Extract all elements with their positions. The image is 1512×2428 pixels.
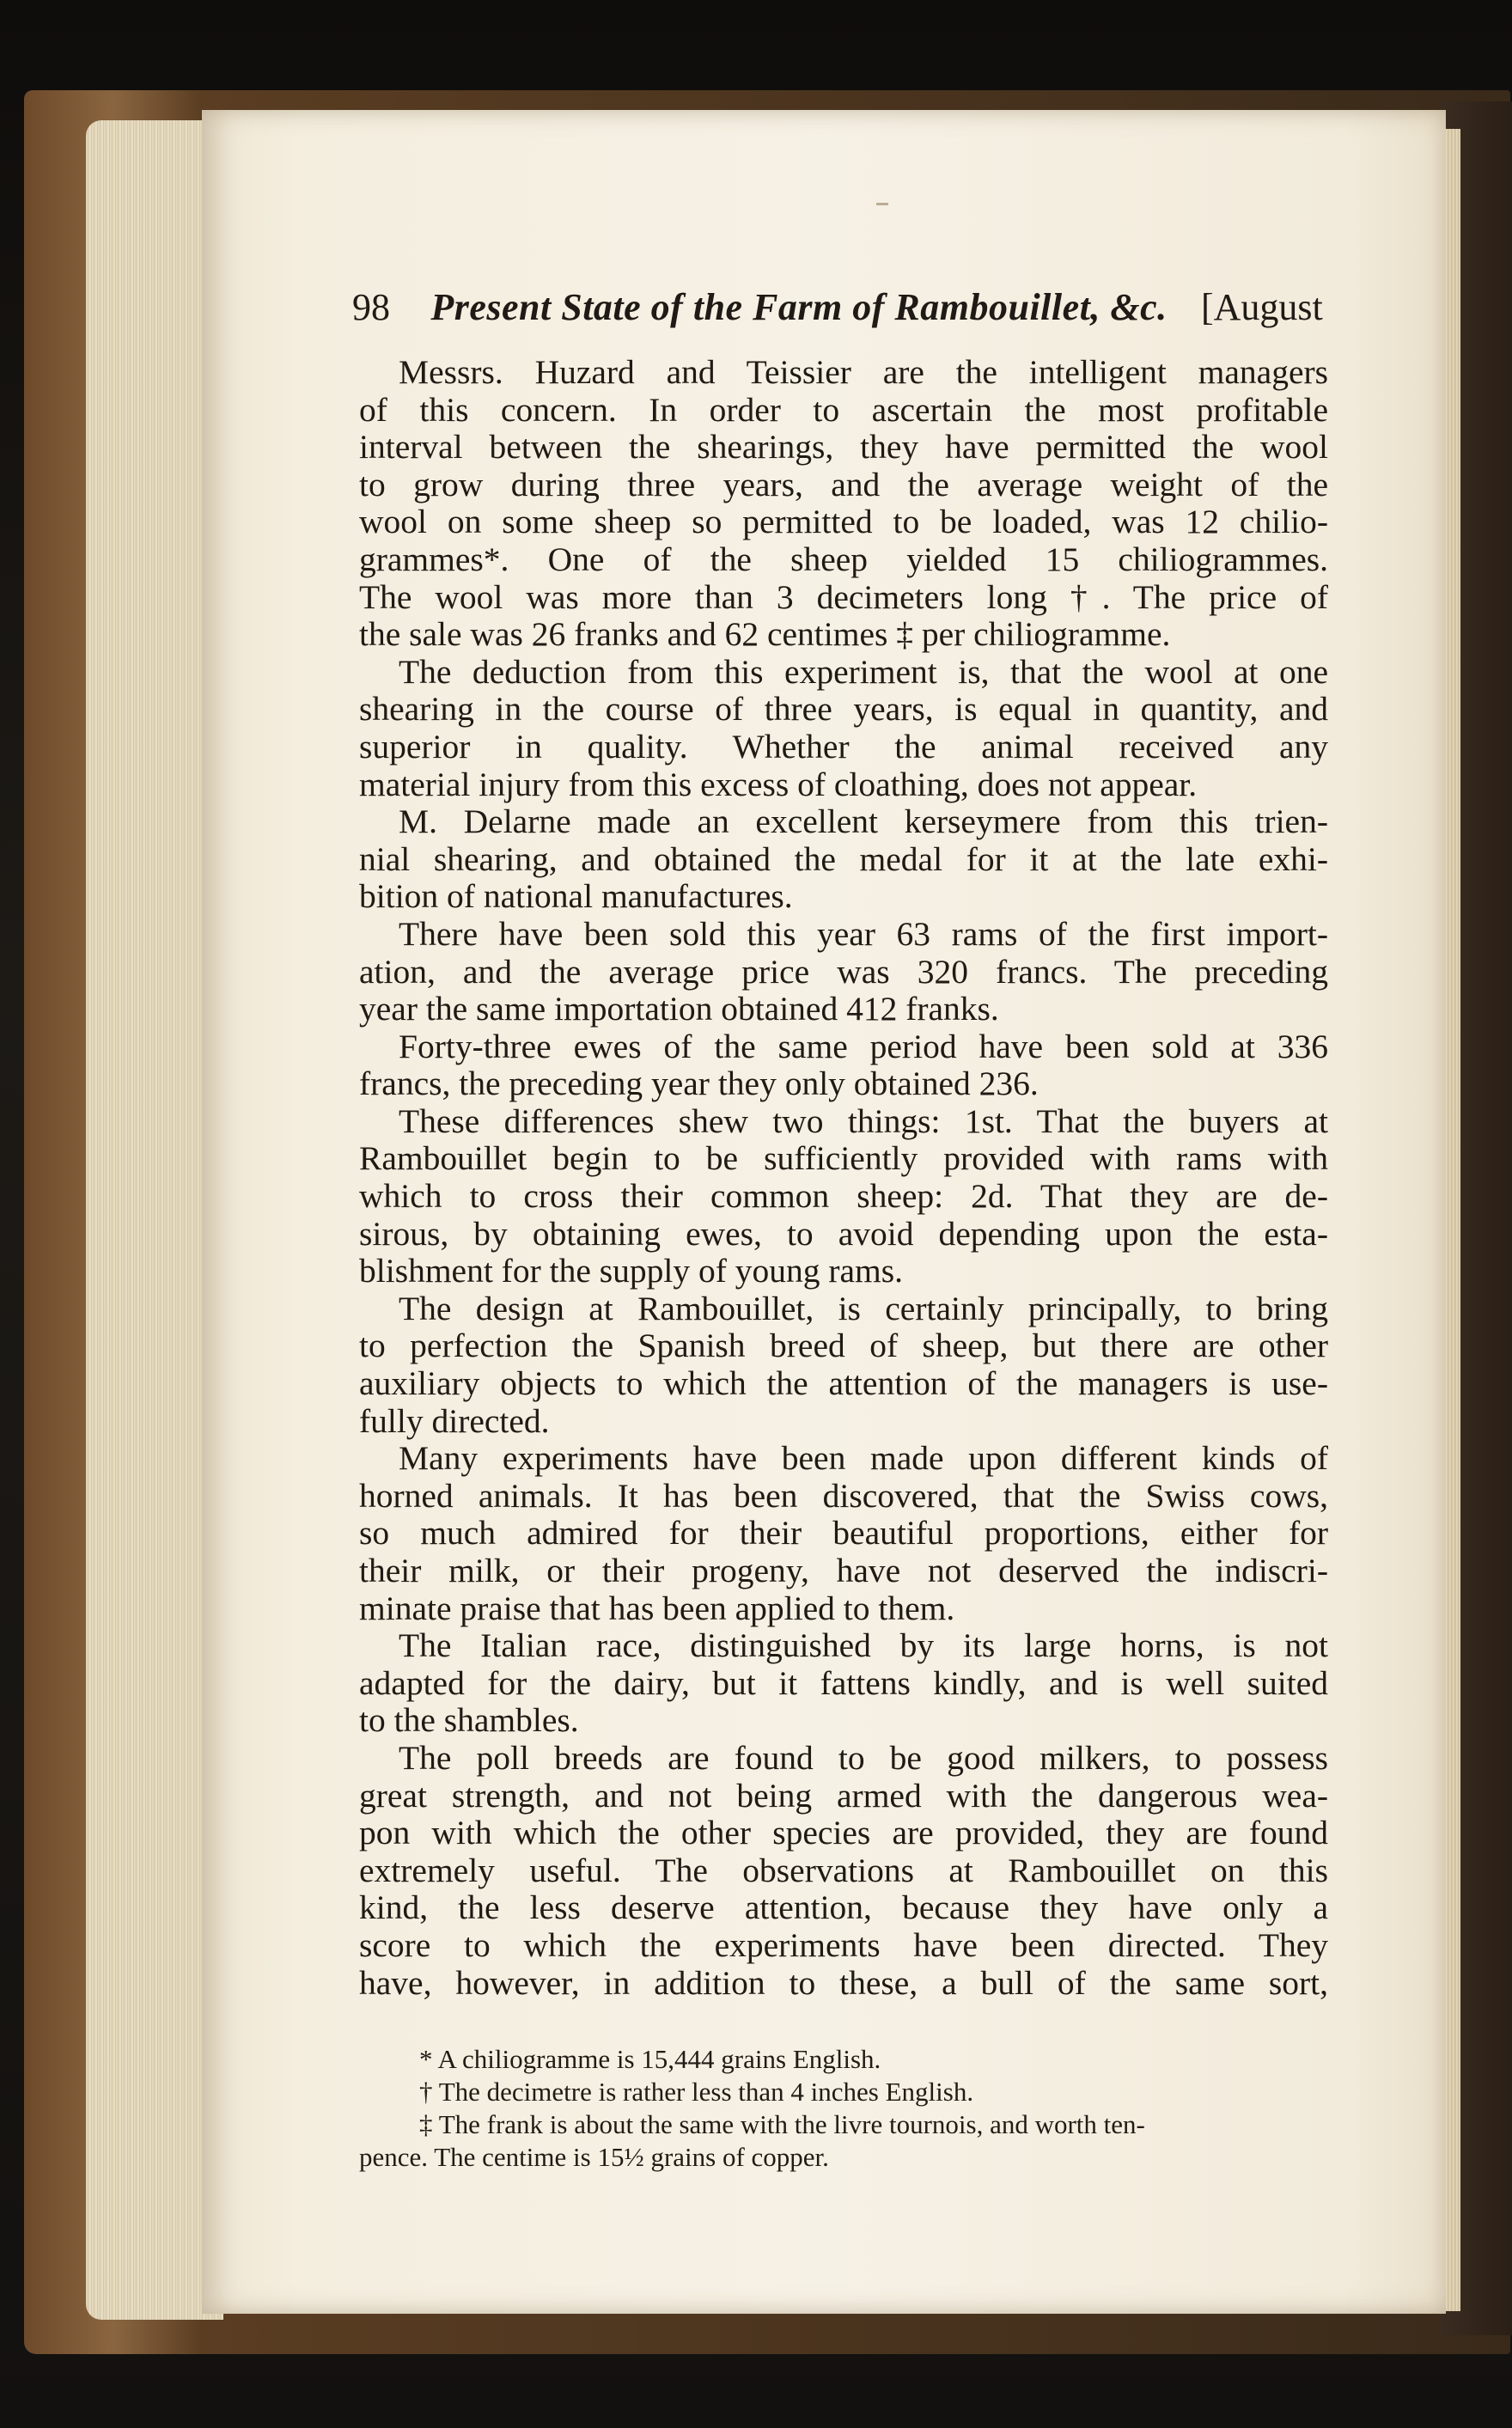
body-line: so much admired for their beautiful proportions, either for	[359, 1515, 1328, 1553]
body-line: to the shambles.	[359, 1702, 579, 1740]
body-line: of this concern. In order to ascertain the most profitable	[359, 391, 1328, 429]
body-line: minate praise that has been applied to them.	[359, 1589, 955, 1627]
body-line: to perfection the Spanish breed of sheep, but there are other	[359, 1327, 1328, 1365]
body-line: have, however, in addition to these, a bull of the same sort,	[359, 1964, 1328, 2002]
footnote-line: pence. The centime is 15½ grains of copper.	[359, 2142, 829, 2172]
body-text	[359, 354, 1328, 2002]
body-line: The design at Rambouillet, is certainly principally, to bring	[399, 1290, 1328, 1327]
body-line: the sale was 26 franks and 62 centimes ‡ per chiliogramme.	[359, 616, 1171, 654]
body-line: Messrs. Huzard and Teissier are the intelligent managers	[399, 354, 1328, 391]
body-line: These differences shew two things: 1st. That the buyers at	[399, 1102, 1328, 1140]
body-line: bition of national manufactures.	[359, 878, 793, 916]
body-line: sirous, by obtaining ewes, to avoid depending upon the esta-	[359, 1215, 1328, 1253]
footnote-line: ‡ The frank is about the same with the livre tournois, and worth ten-	[419, 2109, 1145, 2139]
body-line: their milk, or their progeny, have not deserved the indiscri-	[359, 1553, 1328, 1589]
body-line: extremely useful. The observations at Rambouillet on this	[359, 1852, 1328, 1889]
body-line: fully directed.	[359, 1402, 550, 1440]
body-line: There have been sold this year 63 rams of the first import-	[399, 915, 1328, 953]
footnote-line: * A chiliogramme is 15,444 grains English.	[419, 2044, 881, 2074]
body-line: The wool was more than 3 decimeters long †. The price of	[359, 578, 1328, 616]
body-line: grammes*. One of the sheep yielded 15 chiliogrammes.	[359, 540, 1328, 578]
running-month: [August	[1201, 286, 1323, 328]
body-line: shearing in the course of three years, is equal in quantity, and	[359, 691, 1328, 729]
body-line: blishment for the supply of young rams.	[359, 1253, 904, 1290]
body-line: The Italian race, distinguished by its large horns, is not	[399, 1627, 1328, 1665]
body-line: year the same importation obtained 412 franks.	[359, 991, 999, 1028]
body-line: Rambouillet begin to be sufficiently provided with rams with	[359, 1140, 1328, 1178]
body-line: Forty-three ewes of the same period have been sold at 336	[399, 1028, 1328, 1065]
body-line: interval between the shearings, they have permitted the wool	[359, 429, 1328, 467]
body-line: material injury from this excess of cloathing, does not appear.	[359, 766, 1198, 803]
body-line: which to cross their common sheep: 2d. That they are de-	[359, 1178, 1328, 1216]
body-line: Many experiments have been made upon different kinds of	[399, 1440, 1328, 1478]
body-line: to grow during three years, and the average weight of the	[359, 466, 1328, 503]
body-line: score to which the experiments have been directed. They	[359, 1926, 1328, 1964]
body-line: great strength, and not being armed with the dangerous wea-	[359, 1777, 1328, 1815]
footnotes	[359, 2043, 1328, 2174]
body-line: The deduction from this experiment is, that the wool at one	[399, 653, 1328, 691]
running-head	[352, 285, 1340, 337]
body-line: nial shearing, and obtained the medal for it at the late exhi-	[359, 840, 1328, 878]
body-line: kind, the less deserve attention, because they have only a	[359, 1889, 1328, 1927]
body-line: adapted for the dairy, but it fattens kindly, and is well suited	[359, 1664, 1328, 1702]
body-line: francs, the preceding year they only obtained 236.	[359, 1065, 1039, 1103]
running-title: Present State of the Farm of Rambouillet, &c.	[430, 286, 1168, 328]
body-line: auxiliary objects to which the attention of the managers is use-	[359, 1365, 1328, 1403]
body-line: wool on some sheep so permitted to be loaded, was 12 chilio-	[359, 503, 1328, 541]
page-number: 98	[352, 286, 390, 328]
page-mark	[876, 203, 888, 205]
body-line: ation, and the average price was 320 francs. The preceding	[359, 953, 1328, 991]
body-line: pon with which the other species are provided, they are found	[359, 1815, 1328, 1852]
body-line: The poll breeds are found to be good milkers, to possess	[399, 1739, 1328, 1777]
footnote-line: † The decimetre is rather less than 4 inches English.	[419, 2077, 974, 2107]
body-line: horned animals. It has been discovered, that the Swiss cows,	[359, 1477, 1328, 1515]
body-line: M. Delarne made an excellent kerseymere from this trien-	[399, 803, 1328, 841]
body-line: superior in quality. Whether the animal received any	[359, 728, 1328, 766]
